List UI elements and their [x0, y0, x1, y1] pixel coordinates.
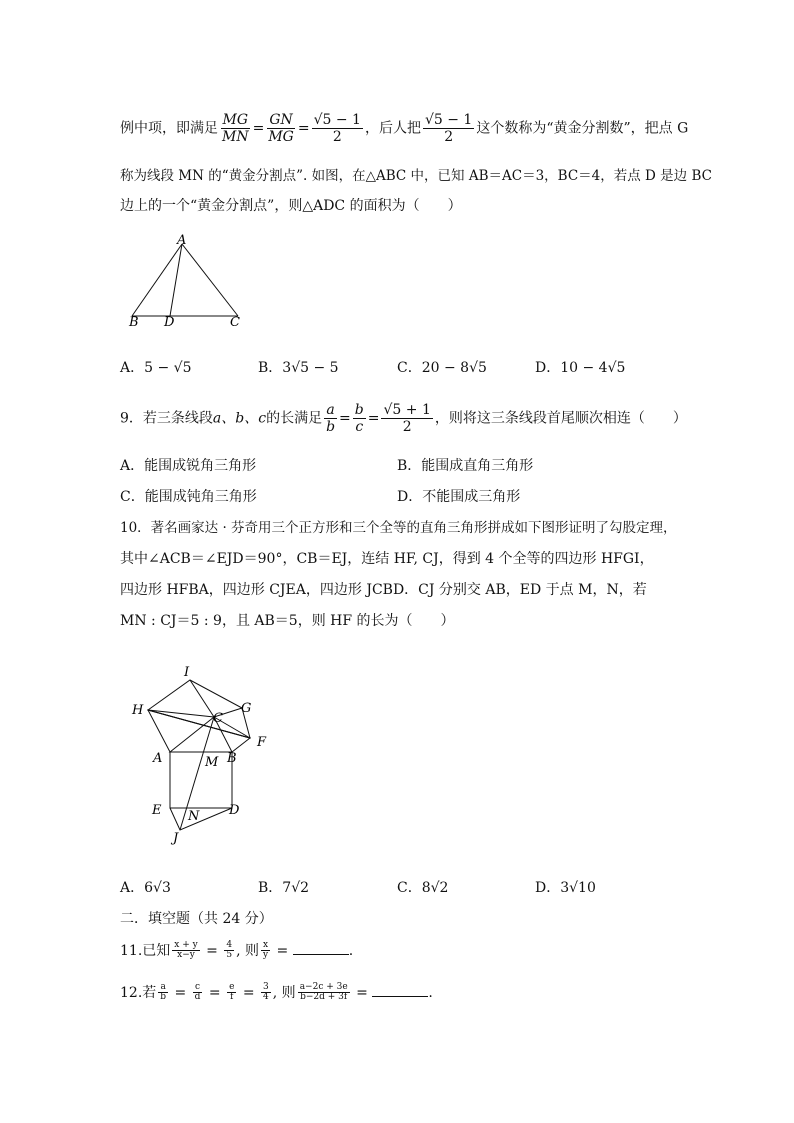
- label-a: A: [177, 233, 187, 248]
- fraction-gn-mg: $\frac{GN}{MG}$: [268, 112, 294, 146]
- q10-davinci-figure: [120, 660, 280, 850]
- q8-option-b[interactable]: B．3√5 − 5: [258, 360, 339, 376]
- fraction-xy-sum-diff: $\frac{x + y}{x-y}$: [174, 940, 198, 961]
- label-f: F: [257, 735, 267, 750]
- fraction-combined: $\frac{a-2c + 3e}{b-2d + 3f}$: [299, 982, 348, 1003]
- fraction-golden: $\frac{√5 - 1}{2}$: [313, 112, 361, 146]
- label-d: D: [229, 803, 240, 818]
- label-m: M: [205, 755, 219, 770]
- label-j: J: [173, 831, 179, 846]
- q8-triangle-figure: [120, 232, 250, 332]
- fraction-mg-mn: $\frac{MG}{MN}$: [222, 112, 249, 146]
- q12-stem: 12.若 $\frac{a}{b}$ = $\frac{c}{d}$ = $\frac{e}{f}$ = $\frac{3}{4}$ , 则 $\frac{a-2c + 3e}{b-2d + 3f}$ = .: [120, 982, 433, 1003]
- quad-hfba: [148, 710, 250, 752]
- q8-option-c[interactable]: C．20 − 8√5: [397, 360, 487, 376]
- label-i: I: [184, 665, 190, 680]
- q10-option-b[interactable]: B．7√2: [258, 880, 310, 896]
- q10-line3: 四边形 HFBA，四边形 CJEA，四边形 JCBD．CJ 分别交 AB，ED 于点 M，N，若: [120, 582, 647, 598]
- edge-ac: [182, 244, 238, 316]
- label-e: E: [152, 803, 162, 818]
- fraction-e-f: $\frac{e}{f}$: [229, 982, 235, 1003]
- seg-ch: [148, 710, 214, 717]
- q11-stem: 11.已知 $\frac{x + y}{x-y}$ = $\frac{4}{5}$ , 则 $\frac{x}{y}$ = .: [120, 940, 354, 961]
- section-title: 二．填空题（共 24 分）: [120, 911, 273, 927]
- q8-option-a[interactable]: A．5 − √5: [120, 360, 192, 376]
- q8-line2: 称为线段 MN 的“黄金分割点”. 如图，在△ABC 中，已知 AB＝AC＝3，BC＝4，若点 D 是边 BC: [120, 168, 712, 184]
- label-a: A: [153, 751, 163, 766]
- answer-blank-11[interactable]: [293, 942, 349, 955]
- fraction-a-b: $\frac{a}{b}$: [326, 402, 336, 436]
- fraction-golden-2: $\frac{√5 - 1}{2}$: [424, 112, 473, 146]
- label-d: D: [164, 315, 175, 330]
- edge-ad: [170, 244, 182, 316]
- fraction-c-d: $\frac{c}{d}$: [194, 982, 201, 1003]
- fraction-a-b: $\frac{a}{b}$: [160, 982, 167, 1003]
- q9-option-c[interactable]: C．能围成钝角三角形: [120, 489, 257, 505]
- q10-option-c[interactable]: C．8√2: [397, 880, 449, 896]
- label-c: C: [230, 315, 240, 330]
- label-b: B: [227, 751, 237, 766]
- edge-ab: [132, 244, 182, 316]
- triangle-ejd: [170, 808, 232, 830]
- label-g: G: [241, 701, 252, 716]
- q8-option-d[interactable]: D．10 − 4√5: [535, 360, 626, 376]
- q9-option-b[interactable]: B．能围成直角三角形: [397, 458, 534, 474]
- q8-text-a: 例中项，即满足: [120, 120, 218, 137]
- label-b: B: [129, 315, 139, 330]
- q8-text-c: 这个数称为“黄金分割数”，把点 G: [476, 120, 689, 137]
- answer-blank-12[interactable]: [372, 984, 428, 997]
- q8-text-b: ，后人把: [364, 120, 421, 137]
- label-c: C: [213, 711, 223, 726]
- q10-line2: 其中∠ACB＝∠EJD＝90°，CB＝EJ，连结 HF, CJ，得到 4 个全等的四边形 HFGI，: [120, 551, 654, 567]
- q10-option-a[interactable]: A．6√3: [120, 880, 171, 896]
- q10-line1: 10．著名画家达 · 芬奇用三个正方形和三个全等的直角三角形拼成如下图形证明了勾股定理，: [120, 520, 677, 536]
- fraction-4-5: $\frac{4}{5}$: [226, 940, 233, 961]
- fraction-b-c: $\frac{b}{c}$: [354, 402, 364, 436]
- fraction-golden-plus: $\frac{√5 + 1}{2}$: [383, 402, 431, 436]
- label-n: N: [188, 809, 200, 824]
- seg-ic: [190, 680, 214, 717]
- fraction-x-y: $\frac{x}{y}$: [262, 940, 269, 961]
- q9-option-d[interactable]: D．不能围成三角形: [397, 489, 521, 505]
- q10-option-d[interactable]: D．3√10: [535, 880, 596, 896]
- q10-line4: MN : CJ＝5 : 9，且 AB＝5，则 HF 的长为（ ）: [120, 613, 455, 629]
- q8-line3: 边上的一个“黄金分割点”，则△ADC 的面积为（ ）: [120, 198, 462, 214]
- q9-option-a[interactable]: A．能围成锐角三角形: [120, 458, 257, 474]
- label-h: H: [132, 703, 144, 718]
- q8-line1: 例中项，即满足 $\frac{MG}{MN}$ = $\frac{GN}{MG}$ = $\frac{√5 - 1}{2}$ ，后人把 $\frac{√5 - 1}{2}$ 这个数称为“黄金分割数”，把点 G: [120, 112, 689, 146]
- q9-stem: 9．若三条线段a、b、c的长满足 $\frac{a}{b}$ = $\frac{b}{c}$ = $\frac{√5 + 1}{2}$ ，则将这三条线段首尾顺次相连（ ）: [120, 402, 687, 436]
- fraction-3-4: $\frac{3}{4}$: [263, 982, 269, 1003]
